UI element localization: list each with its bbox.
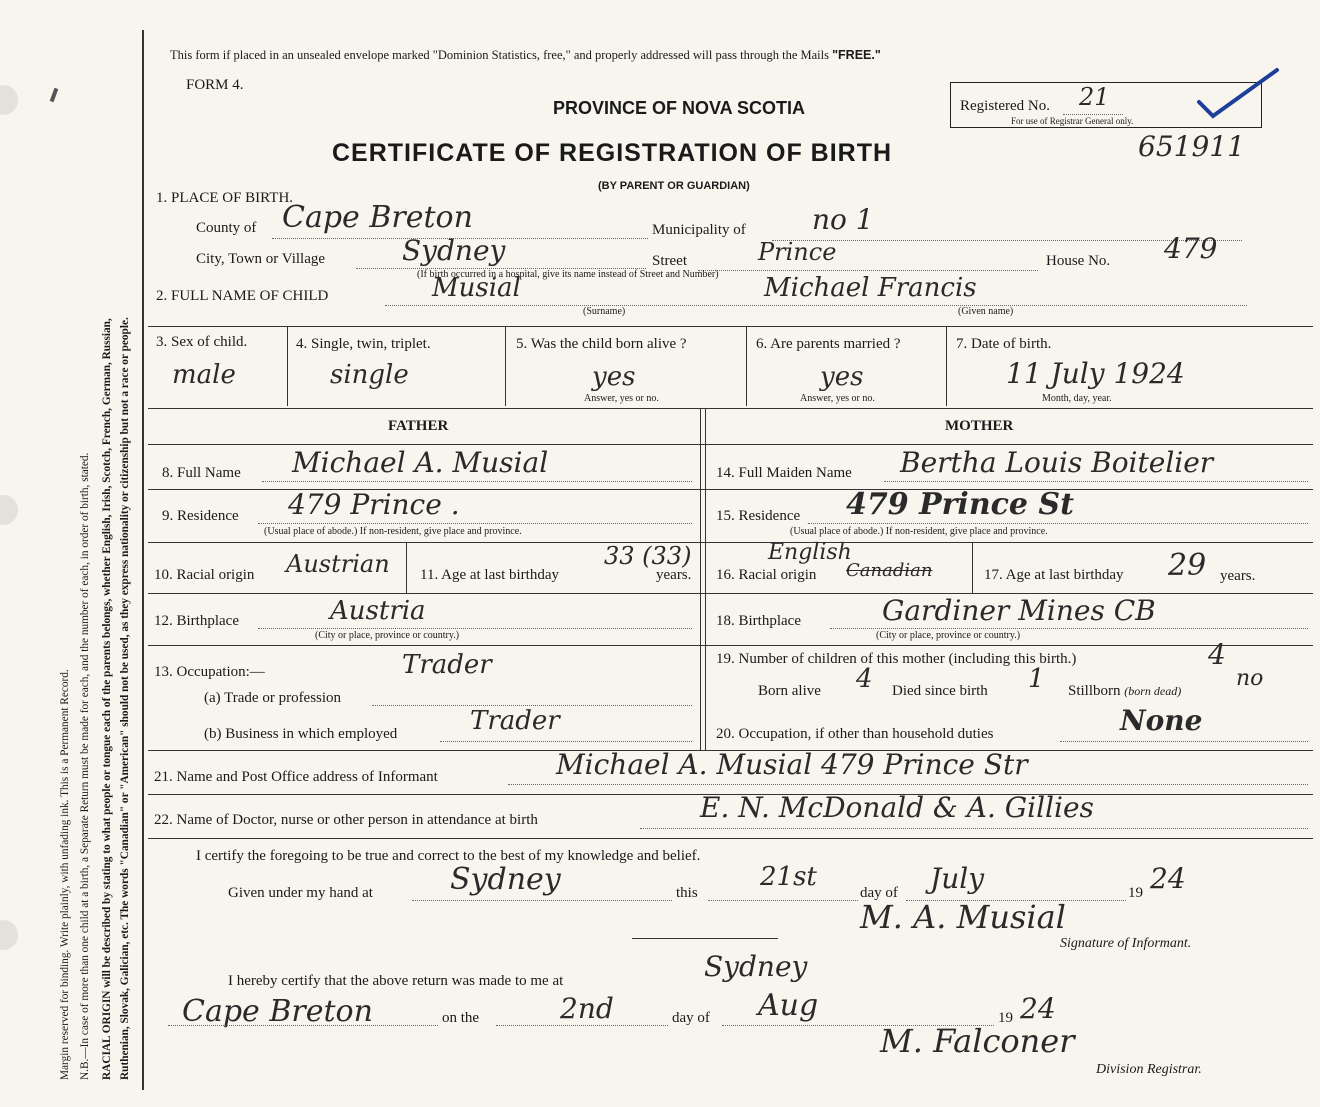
province-heading: PROVINCE OF NOVA SCOTIA — [553, 98, 806, 118]
father-residence-caption: (Usual place of abode.) If non-resident, give place and province. — [264, 526, 522, 537]
sex-label: 3. Sex of child. — [156, 334, 248, 350]
given-place-line — [412, 900, 672, 901]
dob-label: 7. Date of birth. — [956, 336, 1052, 352]
city-value: Sydney — [402, 234, 506, 267]
house-number-label: House No. — [1046, 253, 1111, 269]
registrar-signature: M. Falconer — [880, 1022, 1075, 1060]
given-place-value: Sydney — [450, 862, 561, 897]
registrar-day-line — [496, 1025, 668, 1026]
registrar-caption: Division Registrar. — [1096, 1062, 1202, 1077]
informant-label: 21. Name and Post Office address of Informant — [154, 769, 438, 785]
father-racial-divider — [406, 543, 407, 593]
registered-number-value: 21 — [1079, 83, 1110, 111]
sex-value: male — [172, 360, 236, 390]
this-label: this — [676, 885, 698, 901]
children-count-label: 19. Number of children of this mother (including this birth.) — [716, 651, 1077, 667]
margin-note-2: N.B.—In case of more than one child at a birth, a Separate Return must be made for each, and the number of each, in order of birth, stated. — [79, 452, 91, 1080]
given-name-caption: (Given name) — [958, 306, 1014, 317]
margin-border — [142, 30, 144, 1090]
divider-5-6 — [746, 326, 747, 406]
certify-day-line — [708, 900, 858, 901]
rule-after-residence — [148, 542, 1313, 543]
mail-notice-text: This form if placed in an unsealed envelope marked "Dominion Statistics, free," and properly addressed will pass through the Mails — [170, 48, 829, 62]
surname-caption: (Surname) — [583, 306, 626, 317]
father-age-value: 33 (33) — [604, 542, 692, 570]
father-name-label: 8. Full Name — [162, 465, 241, 481]
mother-birthplace-caption: (City or place, province or country.) — [876, 630, 1021, 641]
informant-line — [508, 784, 1308, 785]
certify-year-prefix: 19 — [1128, 885, 1143, 901]
certify-day-value: 21st — [760, 862, 817, 892]
child-surname: Musial — [432, 273, 521, 303]
married-label: 6. Are parents married ? — [756, 336, 901, 352]
certify-statement: I certify the foregoing to be true and correct to the best of my knowledge and belief. — [196, 848, 701, 864]
stamp-number: 651911 — [1138, 130, 1245, 163]
registrar-month-value: Aug — [758, 988, 819, 1023]
registered-number-line — [1063, 114, 1123, 115]
father-birthplace-caption: (City or place, province or country.) — [315, 630, 460, 641]
dob-value: 11 July 1924 — [1006, 357, 1185, 390]
mother-age-label: 17. Age at last birthday — [984, 567, 1124, 583]
county-value: Cape Breton — [282, 200, 473, 235]
mother-birthplace-value: Gardiner Mines CB — [882, 594, 1156, 627]
informant-signature-line — [632, 938, 778, 939]
born-alive-value: yes — [592, 362, 636, 392]
parents-divider-left — [700, 408, 701, 750]
child-given-name: Michael Francis — [764, 273, 977, 303]
margin-note-4: Ruthenian, Slovak, Galician, etc. The words "Canadian" or "American" should not be used, as they express nationality or citizenship but not a race or people. — [119, 317, 131, 1080]
stillborn-note: (born dead) — [1124, 684, 1182, 698]
born-alive-count-label: Born alive — [758, 683, 821, 699]
married-caption: Answer, yes or no. — [800, 393, 875, 404]
informant-signature-caption: Signature of Informant. — [1060, 936, 1192, 951]
mother-racial-struck: Canadian — [846, 560, 933, 581]
stillborn-label — [1068, 683, 1181, 700]
trade-label: (a) Trade or profession — [204, 690, 342, 706]
mother-birthplace-line — [830, 628, 1308, 629]
registrar-year-value: 24 — [1020, 992, 1056, 1025]
registrar-place-value: Sydney — [704, 950, 808, 983]
margin-note-3: RACIAL ORIGIN will be described by stating to what people or tongue each of the parents belongs, whether English, Irish, Scotch, French, German, Russian, — [101, 318, 113, 1080]
street-line — [698, 270, 1038, 271]
father-residence-label: 9. Residence — [162, 508, 239, 524]
rule-parents-top — [148, 408, 1313, 409]
father-occupation-value: Trader — [402, 650, 492, 680]
mother-racial-value: English — [768, 540, 852, 565]
mother-occupation-line — [1060, 741, 1308, 742]
certify-day-of-label: day of — [860, 885, 898, 901]
mother-name-label: 14. Full Maiden Name — [716, 465, 852, 481]
father-birthplace-line — [258, 628, 692, 629]
house-number-value: 479 — [1164, 232, 1218, 265]
street-value: Prince — [758, 238, 837, 266]
registrar-on-the-label: on the — [442, 1010, 480, 1026]
stillborn-text: Stillborn — [1068, 683, 1121, 699]
married-value: yes — [820, 362, 864, 392]
check-mark-icon — [1195, 64, 1285, 134]
county-label: County of — [196, 220, 257, 236]
mother-residence-value: 479 Prince St — [846, 487, 1074, 522]
died-since-birth-label: Died since birth — [892, 683, 988, 699]
given-under-label: Given under my hand at — [228, 885, 373, 901]
business-line — [440, 741, 692, 742]
mother-age-value: 29 — [1168, 548, 1207, 583]
father-heading: FATHER — [388, 418, 449, 434]
father-years: years. — [656, 567, 692, 583]
informant-signature: M. A. Musial — [860, 898, 1066, 936]
father-racial-value: Austrian — [286, 550, 390, 578]
mother-birthplace-label: 18. Birthplace — [716, 613, 801, 629]
informant-value: Michael A. Musial 479 Prince Str — [556, 748, 1028, 781]
father-birthplace-value: Austria — [330, 596, 426, 626]
mother-name-line — [884, 481, 1308, 482]
rule-before-certify — [148, 838, 1313, 839]
page-subtitle: (BY PARENT OR GUARDIAN) — [598, 180, 750, 192]
rule-row3-top — [148, 326, 1313, 327]
mother-occupation-value: None — [1120, 704, 1203, 737]
registrar-year-prefix: 19 — [998, 1010, 1013, 1026]
mail-notice-free: "FREE." — [832, 48, 881, 62]
street-label: Street — [652, 253, 687, 269]
plurality-label: 4. Single, twin, triplet. — [296, 336, 431, 352]
registrar-statement: I hereby certify that the above return was made to me at — [228, 973, 564, 989]
municipality-label: Municipality of — [652, 222, 746, 238]
attendant-label: 22. Name of Doctor, nurse or other person in attendance at birth — [154, 812, 538, 828]
mother-racial-divider — [972, 543, 973, 593]
certify-month-value: July — [930, 862, 985, 895]
certify-year-value: 24 — [1150, 862, 1186, 895]
born-alive-count-value: 4 — [856, 664, 873, 694]
attendant-line — [640, 828, 1308, 829]
attendant-value: E. N. McDonald & A. Gillies — [700, 791, 1094, 824]
mother-heading: MOTHER — [945, 418, 1014, 434]
hospital-note: (If birth occurred in a hospital, give its name instead of Street and Number) — [417, 269, 719, 280]
born-alive-caption: Answer, yes or no. — [584, 393, 659, 404]
children-count-value: 4 — [1208, 638, 1226, 671]
registrar-county-line — [168, 1025, 438, 1026]
died-since-birth-value: 1 — [1028, 664, 1045, 694]
mother-residence-label: 15. Residence — [716, 508, 801, 524]
place-of-birth-heading: 1. PLACE OF BIRTH. — [156, 190, 294, 206]
father-residence-line — [258, 523, 692, 524]
parents-divider-right — [705, 408, 706, 750]
divider-4-5 — [505, 326, 506, 406]
father-occupation-label: 13. Occupation:— — [154, 664, 265, 680]
municipality-value: no 1 — [812, 203, 874, 236]
page-title: CERTIFICATE OF REGISTRATION OF BIRTH — [332, 139, 893, 167]
mother-racial-label: 16. Racial origin — [716, 567, 817, 583]
father-birthplace-label: 12. Birthplace — [154, 613, 239, 629]
business-label: (b) Business in which employed — [204, 726, 398, 742]
mother-years: years. — [1220, 568, 1256, 584]
mother-residence-caption: (Usual place of abode.) If non-resident, give place and province. — [790, 526, 1048, 537]
father-racial-label: 10. Racial origin — [154, 567, 255, 583]
father-name-value: Michael A. Musial — [292, 446, 549, 479]
rule-under-headings — [148, 444, 1313, 445]
stillborn-value: no — [1236, 666, 1264, 691]
margin-note-1: Margin reserved for binding. Write plainly, with unfading ink. This is a Permanent Record. — [59, 669, 71, 1080]
mother-residence-line — [808, 523, 1308, 524]
divider-6-7 — [946, 326, 947, 406]
born-alive-label: 5. Was the child born alive ? — [516, 336, 687, 352]
business-value: Trader — [470, 706, 560, 736]
form-number: FORM 4. — [186, 77, 244, 93]
mail-notice — [170, 48, 881, 63]
registrar-general-note: For use of Registrar General only. — [1011, 116, 1134, 126]
registrar-county-value: Cape Breton — [182, 994, 373, 1029]
registered-number-label: Registered No. — [960, 98, 1050, 114]
registrar-day-of-label: day of — [672, 1010, 710, 1026]
father-residence-value: 479 Prince . — [288, 488, 460, 521]
dob-caption: Month, day, year. — [1042, 393, 1112, 404]
mother-occupation-label: 20. Occupation, if other than household duties — [716, 726, 994, 742]
margin-notes — [0, 0, 140, 1107]
plurality-value: single — [330, 360, 409, 390]
child-name-line — [385, 305, 1247, 306]
divider-3-4 — [287, 326, 288, 406]
mother-name-value: Bertha Louis Boitelier — [900, 446, 1214, 479]
rule-after-birthplace — [148, 645, 1313, 646]
child-name-label: 2. FULL NAME OF CHILD — [156, 288, 329, 304]
city-label: City, Town or Village — [196, 251, 326, 267]
father-name-line — [262, 481, 692, 482]
father-age-label: 11. Age at last birthday — [420, 567, 559, 583]
registrar-day-value: 2nd — [560, 992, 614, 1025]
